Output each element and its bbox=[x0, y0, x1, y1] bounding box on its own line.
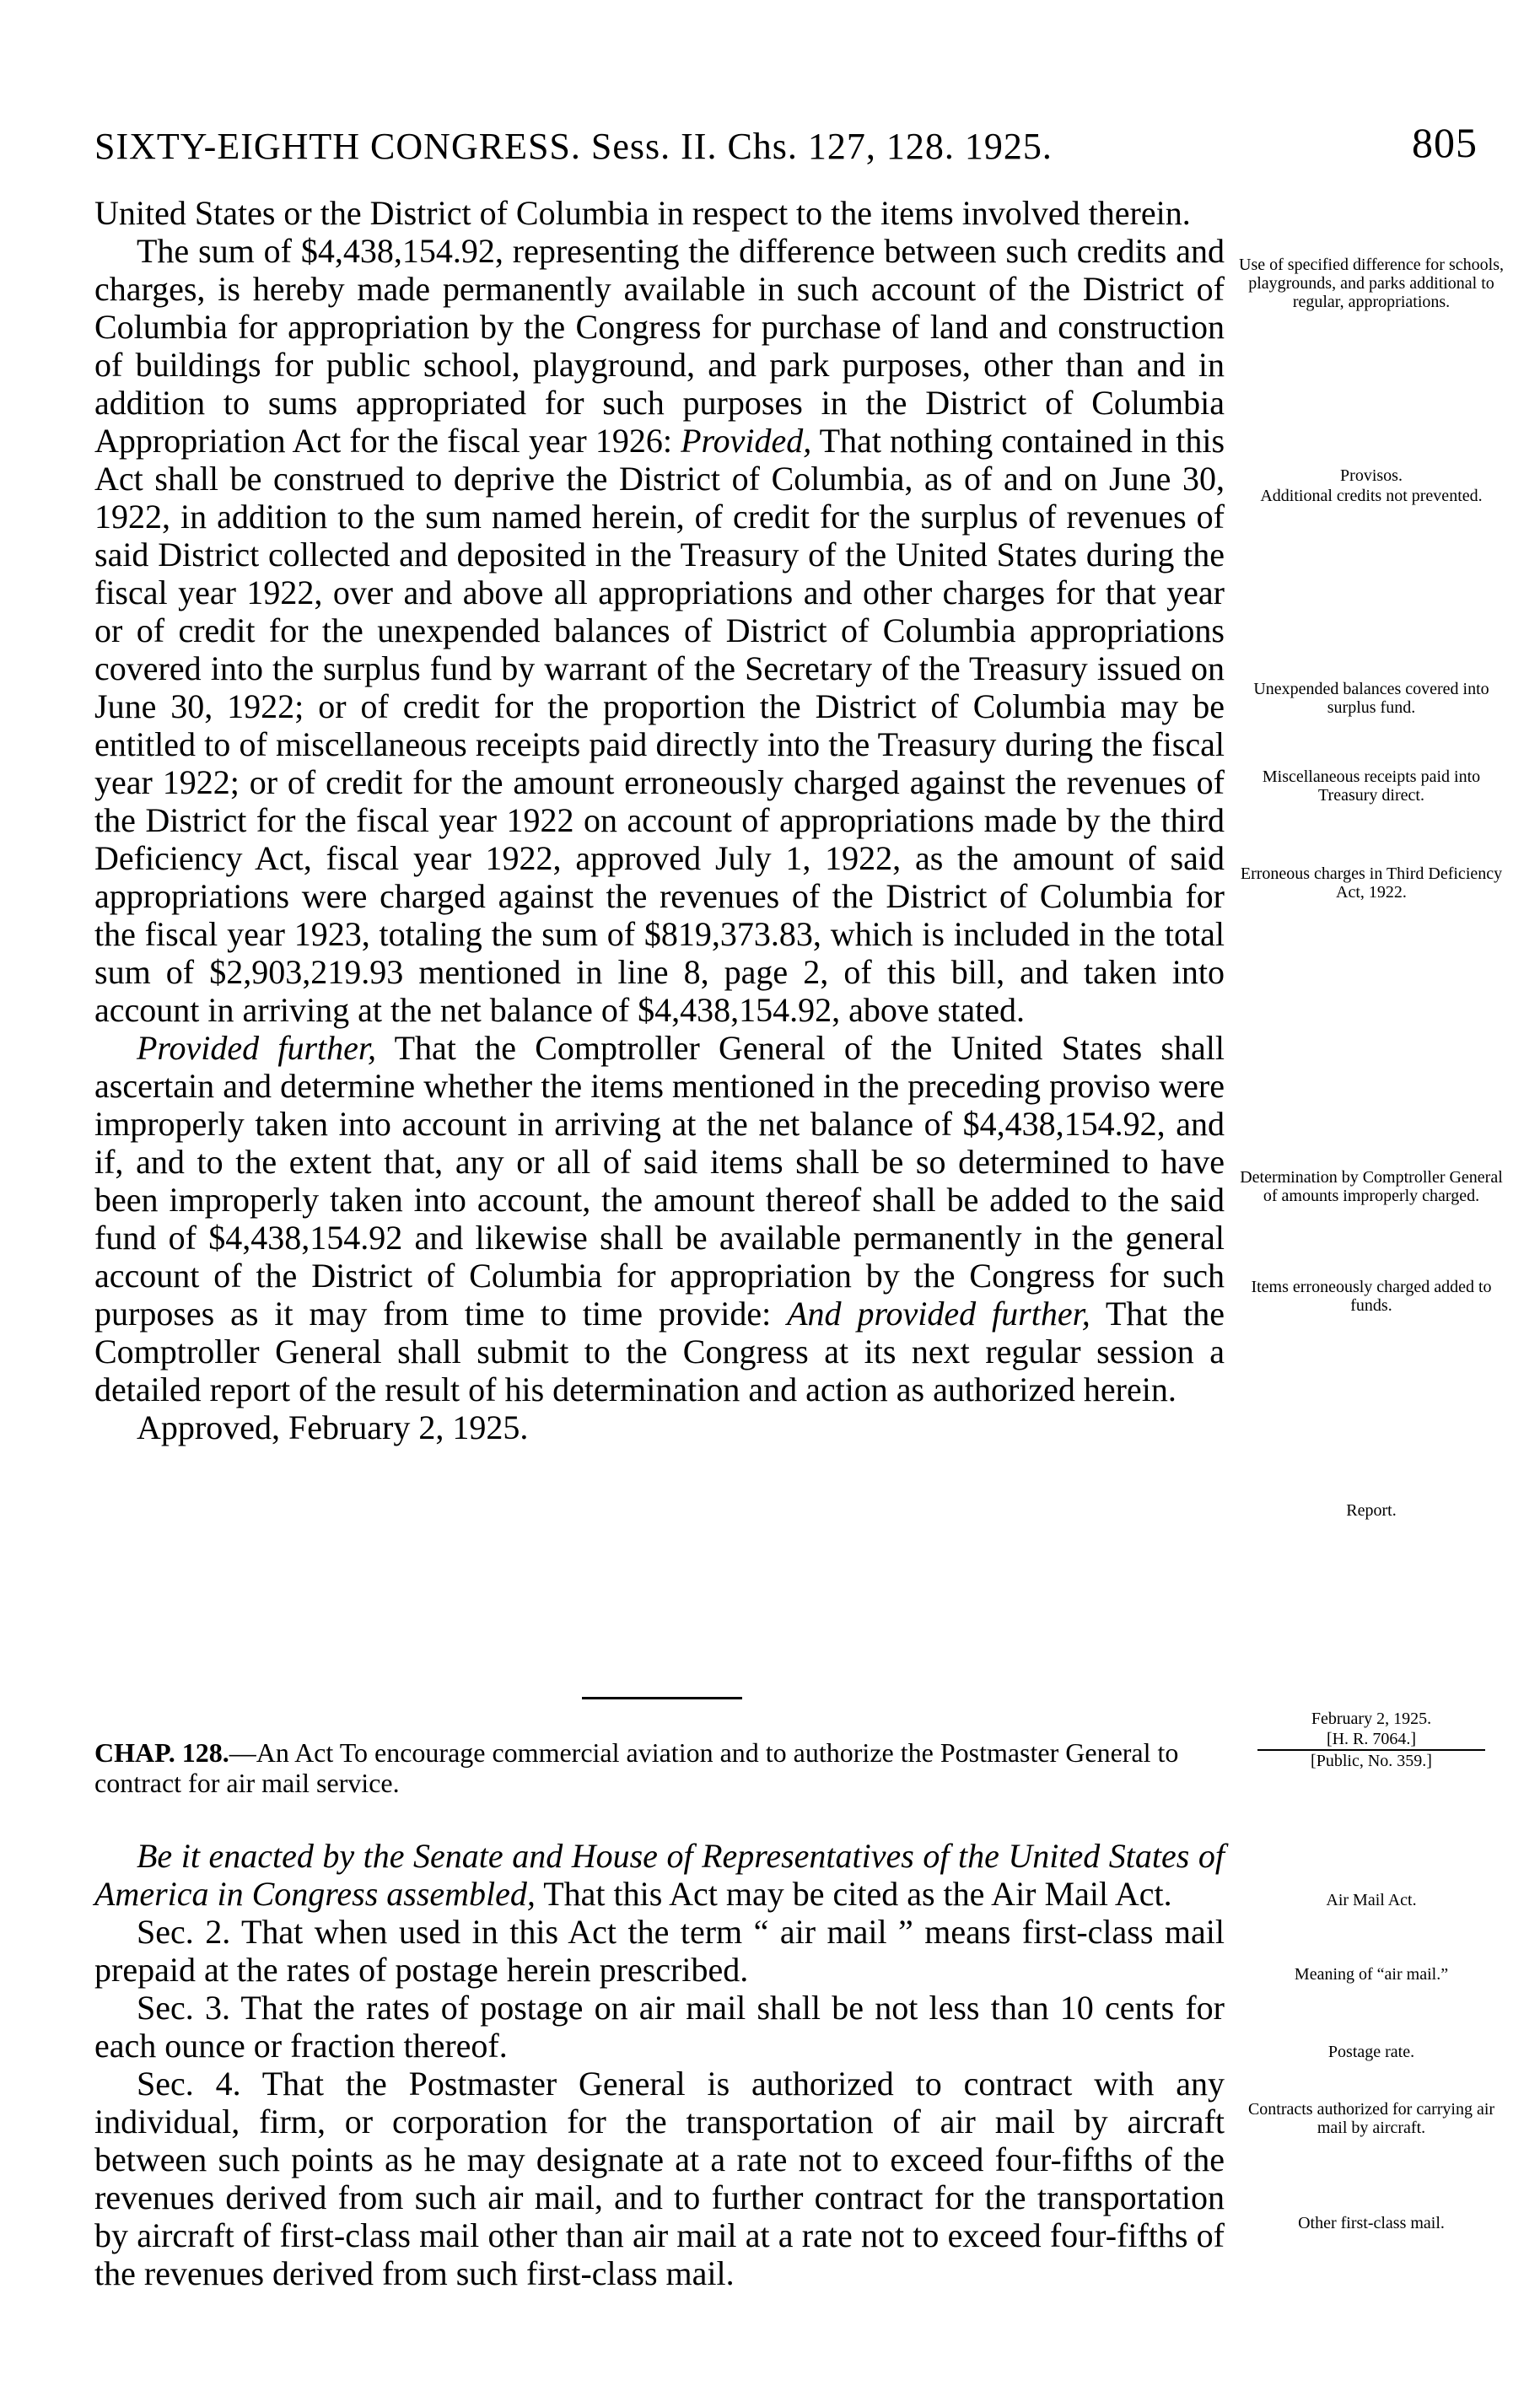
short-title: That this Act may be cited as the Air Mail Act. bbox=[543, 1875, 1172, 1913]
side-note-specified-use: Use of specified difference for schools, playgrounds, and parks additional to regular, appropriations. bbox=[1239, 256, 1504, 311]
side-note-unexpended: Unexpended balances covered into surplus fund. bbox=[1253, 680, 1489, 717]
report-text: That the Comptroller General shall submit to the Congress at its next regular session a detailed report of the result of his determination and action as authorized herein. bbox=[94, 1295, 1225, 1408]
side-note-erroneous: Erroneous charges in Third Deficiency Act, 1922. bbox=[1240, 864, 1503, 902]
enacting-clause bbox=[94, 1837, 1225, 1913]
side-note-additional-credits: Additional credits not prevented. bbox=[1260, 487, 1483, 505]
chapter-heading bbox=[94, 1737, 1225, 1798]
page-header bbox=[94, 118, 1478, 169]
side-note-postage-rate: Postage rate. bbox=[1327, 2043, 1415, 2061]
page-number: 805 bbox=[1412, 119, 1478, 166]
chapter-label: CHAP. 128. bbox=[94, 1737, 229, 1768]
sum-text: The sum of $4,438,154.92, representing the difference between such credits and charges, is hereby made permanently available in such account of the District of Columbia for appropriation by the Congress for purchase of land and construction of buildings for public school, playground, and park purposes, other than and in addition to sums appropriated for such purposes in the District of Columbia Appropriation Act for the fiscal year 1926: bbox=[94, 232, 1225, 460]
proviso-further-keyword: Provided further, bbox=[137, 1029, 377, 1067]
paragraph-continuation: United States or the District of Columbia in respect to the items involved therein. bbox=[94, 194, 1191, 232]
chapter-title: —An Act To encourage commercial aviation and to authorize the Postmaster General to contract for air mail service. bbox=[94, 1737, 1179, 1798]
and-provided-further-keyword: And provided further, bbox=[787, 1295, 1090, 1333]
section-divider bbox=[582, 1697, 742, 1699]
bill-number: [H. R. 7064.] bbox=[1326, 1730, 1417, 1748]
side-note-contracts: Contracts authorized for carrying air mail by aircraft. bbox=[1247, 2100, 1495, 2137]
paragraph-sum bbox=[94, 232, 1225, 1029]
proviso-text: That nothing contained in this Act shall be construed to deprive the District of Columbia, as of and on June 30, 1922, in addition to the sum named herein, of credit for the surplus of revenues of said District collected and deposited in the Treasury of the United States during the fiscal year 1922, over and above all appropriations and other charges for that year or of credit for the unexpended balances of District of Columbia appropriations covered into the surplus fund by warrant of the Secretary of the Treasury issued on June 30, 1922; or of credit for the proportion the District of Columbia may be entitled to of miscellaneous receipts paid directly into the Treasury during the fiscal year 1922; or of credit for the amount erroneously charged against the revenues of the District for the fiscal year 1922 on account of appropriations made by the third Deficiency Act, fiscal year 1922, approved July 1, 1922, as the amount of said appropriations were charged against the revenues of the District of Columbia for the fiscal year 1923, totaling the sum of $819,373.83, which is included in the total sum of $2,903,219.93 mentioned in line 8, page 2, of this bill, and taken into account in arriving at the net balance of $4,438,154.92, above stated. bbox=[94, 422, 1225, 1029]
act-date: February 2, 1925. bbox=[1311, 1710, 1432, 1728]
paragraph-proviso-further bbox=[94, 1029, 1225, 1408]
section-3: Sec. 3. That the rates of postage on air mail shall be not less than 10 cents for each ounce or fraction thereof. bbox=[94, 1989, 1225, 2065]
bill-info bbox=[1245, 1709, 1498, 1771]
section-4: Sec. 4. That the Postmaster General is authorized to contract with any individual, firm, or corporation for the transportation of air mail by aircraft between such points as he may designate at a rate not to exceed four-fifths of the revenues derived from such air mail, and to further contract for the transportation by aircraft of first-class mail other than air mail at a rate not to exceed four-fifths of the revenues derived from such first-class mail. bbox=[94, 2065, 1225, 2292]
air-mail-act-text bbox=[94, 1837, 1225, 2292]
side-note-provisos: Provisos. bbox=[1340, 466, 1403, 485]
section-2: Sec. 2. That when used in this Act the term “ air mail ” means first-class mail prepaid at the rates of postage herein prescribed. bbox=[94, 1913, 1225, 1989]
side-note-meaning: Meaning of “air mail.” bbox=[1294, 1965, 1449, 1984]
enacting-formula: Be it enacted by the Senate and House of Representatives of the United States of America in Congress assembled, bbox=[94, 1837, 1225, 1913]
main-text bbox=[94, 194, 1225, 1446]
public-number: [Public, No. 359.] bbox=[1311, 1752, 1432, 1770]
side-note-misc-receipts: Miscellaneous receipts paid into Treasury direct. bbox=[1262, 767, 1481, 805]
running-head: SIXTY-EIGHTH CONGRESS. Sess. II. Chs. 127, 128. 1925. bbox=[94, 126, 1053, 167]
proviso-further-text: That the Comptroller General of the United States shall ascertain and determine whether the items mentioned in the preceding proviso were improperly taken into account in arriving at the net balance of $4,438,154.92, and if, and to the extent that, any or all of said items shall be so determined to have been improperly taken into account, the amount thereof shall be added to the said fund of $4,438,154.92 and likewise shall be available permanently in the general account of the District of Columbia for appropriation by the Congress for such purposes as it may from time to time provide: bbox=[94, 1029, 1225, 1333]
side-note-items-erroneously: Items erroneously charged added to funds. bbox=[1251, 1278, 1492, 1315]
side-note-determination: Determination by Comptroller General of amounts improperly charged. bbox=[1240, 1168, 1503, 1205]
side-note-other-first-class: Other first-class mail. bbox=[1298, 2214, 1445, 2232]
approval-line: Approved, February 2, 1925. bbox=[137, 1408, 529, 1446]
proviso-keyword: Provided, bbox=[681, 422, 812, 460]
side-note-air-mail-act: Air Mail Act. bbox=[1326, 1891, 1417, 1909]
side-note-report: Report. bbox=[1346, 1501, 1397, 1520]
